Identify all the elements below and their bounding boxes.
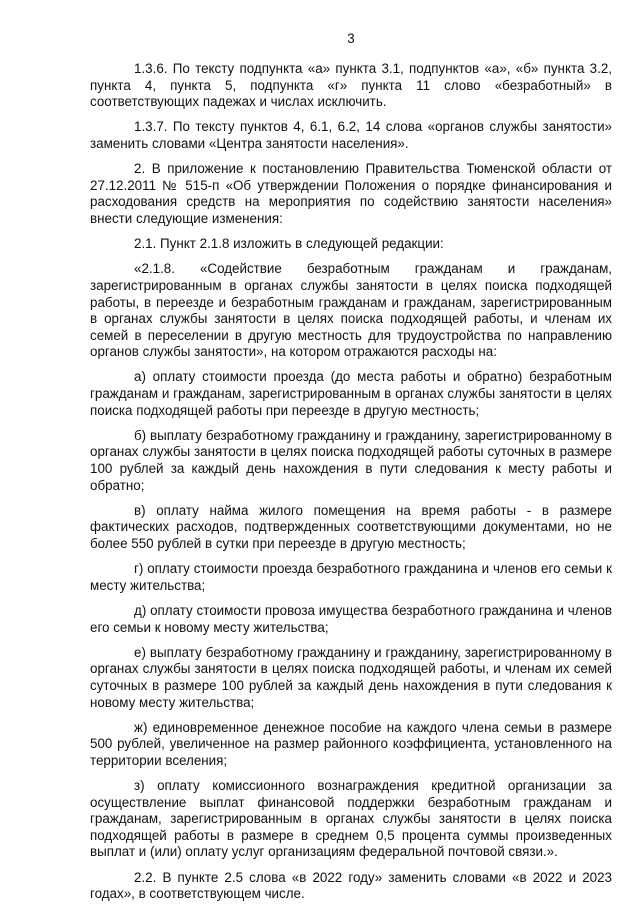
subitem-zh: ж) единовременное денежное пособие на каждого члена семьи в размере 500 рублей, увеличенное на размер районного коэффициента, установленного на территории вселения;: [90, 719, 612, 768]
subitem-b: б) выплату безработному гражданину и гражданину, зарегистрированному в органах службы занятости в целях поиска подходящей работы суточных в размере 100 рублей за каждый день нахождения в пути следования к месту работы и обратно;: [90, 427, 612, 493]
paragraph-2-1: 2.1. Пункт 2.1.8 изложить в следующей редакции:: [134, 236, 444, 252]
paragraph-2: 2. В приложение к постановлению Правительства Тюменской области от 27.12.2011 № 515-п «Об утверждении Положения о порядке финансирования и расходования средств на мероприятия по содействию занятости населения» внести следующие изменения:: [90, 161, 612, 226]
paragraph-2-1-8: «2.1.8. «Содействие безработным гражданам и гражданам, зарегистрированным в органах службы занятости в целях поиска подходящей работы, в переезде и безработным гражданам и гражданам, зарегистрированным в органах службы занятости в целях поиска подходящей работы, и членам их семей в переселении в другую местность для трудоустройства по направлению органов службы занятости», на котором отражаются расходы на:: [90, 261, 612, 360]
subitem-v: в) оплату найма жилого помещения на время работы - в размере фактических расходов, подтвержденных соответствующими документами, но не более 550 рублей в сутки при переезде в другую местность;: [90, 502, 612, 551]
subitem-z: з) оплату комиссионного вознаграждения кредитной организации за осуществление выплат финансовой поддержки безработным гражданам и гражданам, зарегистрированным в органах службы занятости в целях поиска подходящей работы в размере в среднем 0,5 процента суммы произведенных выплат и (или) оплату услуг организациям федеральной почтовой связи.».: [90, 778, 612, 860]
document-page: [90, 30, 612, 911]
paragraph-1-3-6: 1.3.6. По тексту подпункта «а» пункта 3.1, подпунктов «а», «б» пункта 3.2, пункта 4, пункта 5, подпункта «г» пункта 11 слово «безработный» в соответствующих падежах и числах исключить.: [90, 61, 612, 110]
subitem-d: д) оплату стоимости провоза имущества безработного гражданина и членов его семьи к новому месту жительства;: [90, 602, 612, 635]
subitem-a: а) оплату стоимости проезда (до места работы и обратно) безработным гражданам и гражданам, зарегистрированным в органах службы занятости в целях поиска подходящей работы при переезде в другую местность;: [90, 369, 612, 418]
page-number: 3: [347, 31, 355, 46]
paragraph-1-3-7: 1.3.7. По тексту пунктов 4, 6.1, 6.2, 14 слова «органов службы занятости» заменить словами «Центра занятости населения».: [90, 119, 612, 151]
subitem-g: г) оплату стоимости проезда безработного гражданина и членов его семьи к месту жительства;: [90, 561, 612, 593]
subitem-e: е) выплату безработному гражданину и гражданину, зарегистрированному в органах службы занятости в целях поиска подходящей работы, и членам их семей суточных в размере 100 рублей за каждый день нахождения в пути следования к новому месту жительства;: [90, 644, 612, 710]
paragraph-2-2: 2.2. В пункте 2.5 слова «в 2022 году» заменить словами «в 2022 и 2023 годах», в соответствующем числе.: [90, 869, 612, 902]
